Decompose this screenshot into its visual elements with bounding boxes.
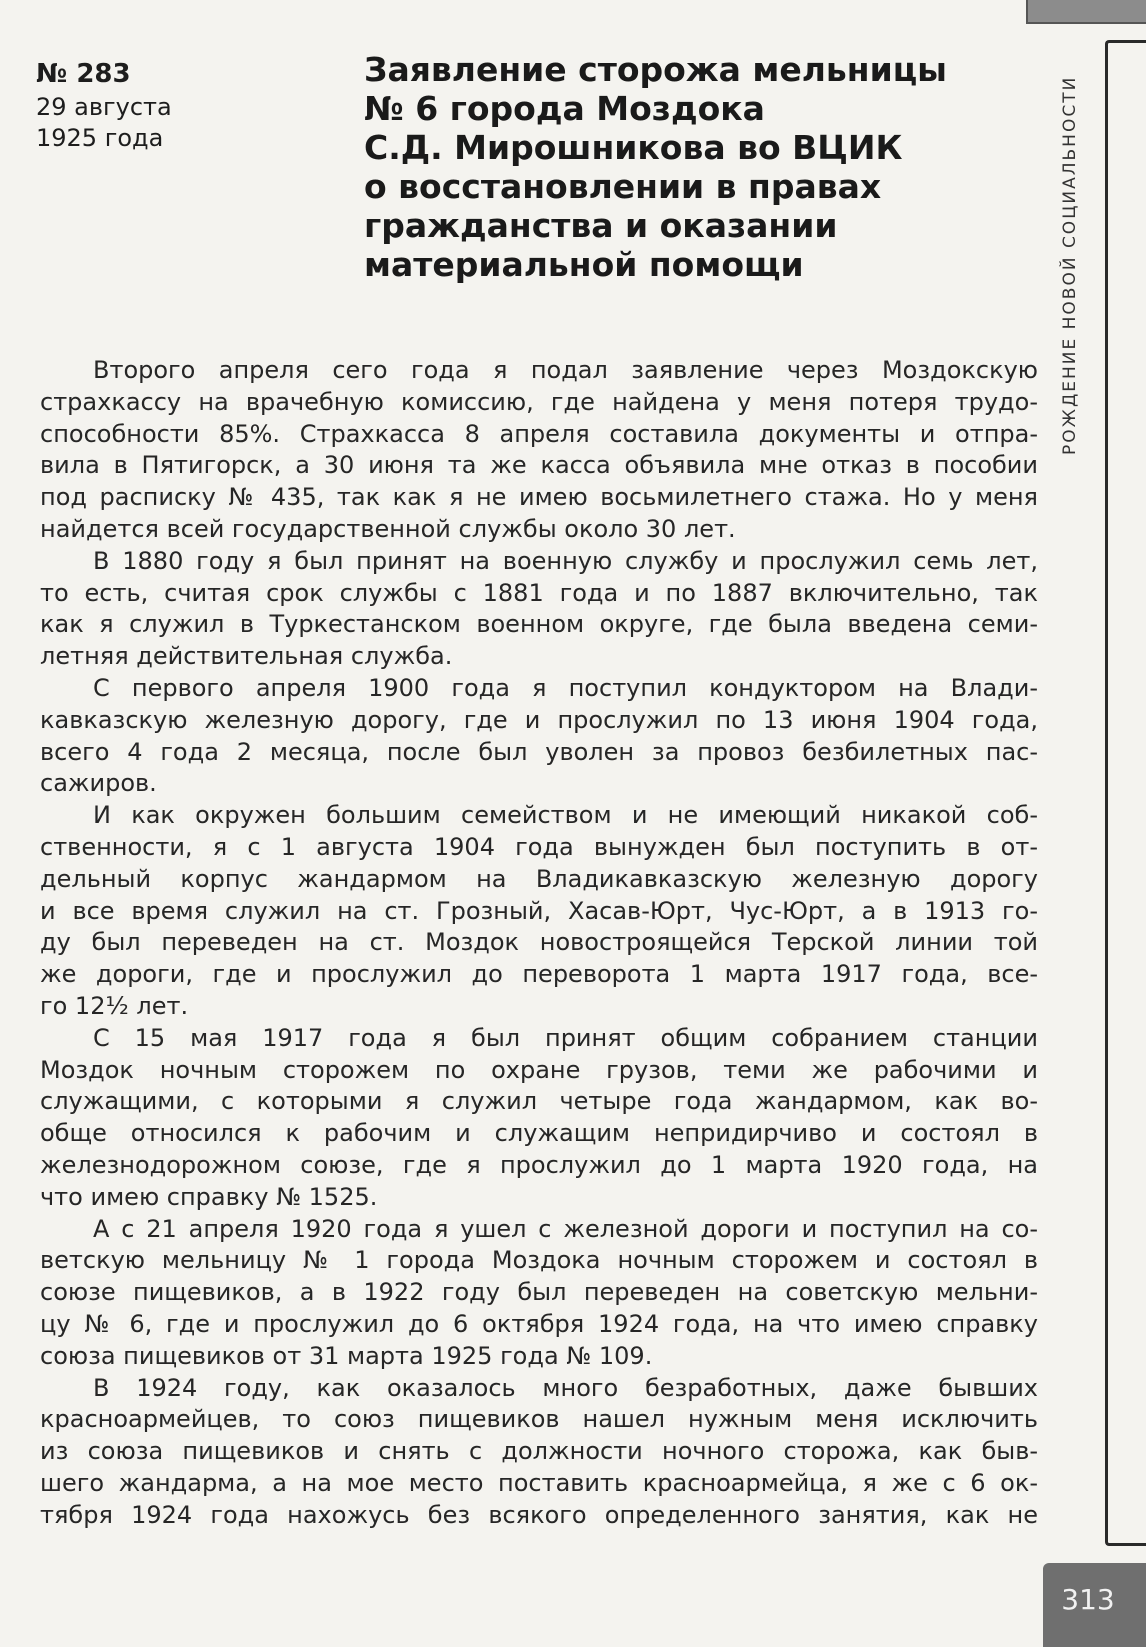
body-line: цу № 6, где и прослужил до 6 октября 1924 года, на что имею справку [40, 1309, 1038, 1338]
body-line: служащими, с которыми я служил четыре года жандармом, как во- [40, 1087, 1038, 1116]
body-line: же дороги, где и прослужил до переворота 1 марта 1917 года, все- [40, 960, 1038, 989]
body-line: из союза пищевиков и снять с должности ночного сторожа, как быв- [40, 1437, 1038, 1466]
body-line: страхкассу на врачебную комиссию, где найдена у меня потеря трудо- [40, 387, 1038, 416]
date-line: 29 августа [36, 93, 172, 121]
body-line: под расписку № 435, так как я не имею восьмилетнего стажа. Но у меня [40, 483, 1038, 512]
body-line: ветскую мельницу № 1 города Моздока ночным сторожем и состоял в [40, 1246, 1038, 1275]
running-head: РОЖДЕНИЕ НОВОЙ СОЦИАЛЬНОСТИ [1060, 75, 1080, 455]
body-line: то есть, считая срок службы с 1881 года и по 1887 включительно, так [40, 578, 1038, 607]
body-line: С 15 мая 1917 года я был принят общим собранием станции [93, 1023, 1038, 1052]
top-corner-tab [1026, 0, 1146, 24]
document-title [364, 50, 1004, 284]
date-line: 1925 года [36, 124, 164, 152]
body-line: шего жандарма, а на мое место поставить красноармейца, я же с 6 ок- [40, 1468, 1038, 1497]
body-line: ственности, я с 1 августа 1904 года вынужден был поступить в от- [40, 832, 1038, 861]
body-line: что имею справку № 1525. [40, 1182, 378, 1211]
page-number-tab [1043, 1563, 1146, 1647]
body-line: способности 85%. Страхкасса 8 апреля составила документы и отпра- [40, 419, 1038, 448]
title-line: материальной помощи [364, 245, 804, 284]
body-line: обще относился к рабочим и служащим непридирчиво и состоял в [40, 1119, 1038, 1148]
body-line: найдется всей государственной службы около 30 лет. [40, 514, 736, 543]
body-line: вила в Пятигорск, а 30 июня та же касса объявила мне отказ в пособии [40, 451, 1038, 480]
body-line: красноармейцев, то союз пищевиков нашел нужным меня исключить [40, 1405, 1038, 1434]
title-line: гражданства и оказании [364, 206, 838, 245]
body-line: В 1880 году я был принят на военную службу и прослужил семь лет, [93, 546, 1038, 575]
document-date [36, 92, 172, 154]
body-line: и все время служил на ст. Грозный, Хасав-Юрт, Чус-Юрт, а в 1913 го- [40, 896, 1038, 925]
side-frame [1105, 40, 1146, 1546]
body-line: сажиров. [40, 769, 157, 798]
document-number: № 283 [36, 59, 131, 89]
body-line: тября 1924 года нахожусь без всякого определенного занятия, как не [40, 1500, 1038, 1529]
body-line: Моздок ночным сторожем по охране грузов, теми же рабочими и [40, 1055, 1038, 1084]
body-line: летняя действительная служба. [40, 642, 453, 671]
body-line: С первого апреля 1900 года я поступил кондуктором на Влади- [93, 673, 1038, 702]
body-line: железнодорожном союзе, где я прослужил до 1 марта 1920 года, на [40, 1150, 1038, 1179]
body-line: союза пищевиков от 31 марта 1925 года № 109. [40, 1341, 653, 1370]
title-line: С.Д. Мирошникова во ВЦИК [364, 128, 903, 167]
body-line: кавказскую железную дорогу, где и прослужил по 13 июня 1904 года, [40, 705, 1038, 734]
body-line: В 1924 году, как оказалось много безработных, даже бывших [93, 1373, 1038, 1402]
body-line: Второго апреля сего года я подал заявление через Моздокскую [93, 356, 1038, 384]
body-line: А с 21 апреля 1920 года я ушел с железной дороги и поступил на со- [93, 1214, 1038, 1243]
body-line: союзе пищевиков, а в 1922 году был переведен на советскую мельни- [40, 1278, 1038, 1307]
body-line: всего 4 года 2 месяца, после был уволен за провоз безбилетных пас- [40, 737, 1038, 766]
body-line: дельный корпус жандармом на Владикавказскую железную дорогу [40, 864, 1038, 893]
body-line: го 12½ лет. [40, 991, 189, 1020]
title-line: № 6 города Моздока [364, 89, 765, 128]
body-line: как я служил в Туркестанском военном округе, где была введена семи- [40, 610, 1038, 639]
body-line: И как окружен большим семейством и не имеющий никакой соб- [93, 801, 1038, 830]
page-number: 313 [1061, 1583, 1115, 1616]
body-line: ду был переведен на ст. Моздок новостроящейся Терской линии той [40, 928, 1038, 957]
title-line: о восстановлении в правах [364, 167, 882, 206]
document-body [40, 355, 1038, 1531]
title-line: Заявление сторожа мельницы [364, 50, 947, 89]
